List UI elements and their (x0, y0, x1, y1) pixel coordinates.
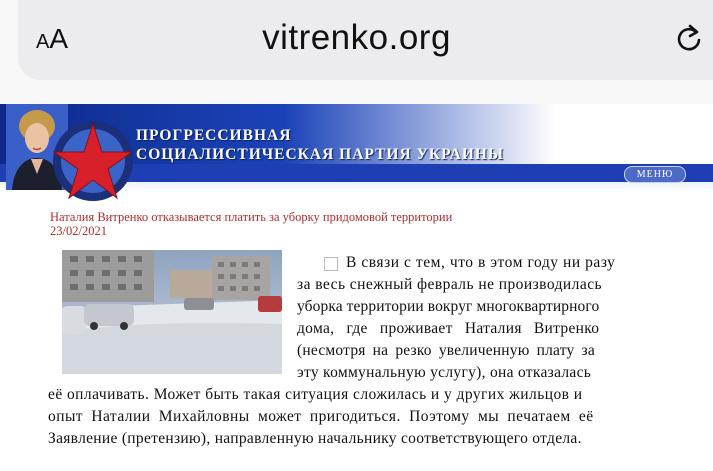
article-date: 23/02/2021 (50, 224, 107, 238)
browser-toolbar (0, 0, 713, 104)
article-text-line-1: В связи с тем, что в этом году ни разу (346, 254, 616, 271)
article-text-line-8: опыт Наталии Михайловны может пригодиться. Поэтому мы печатаем её (48, 408, 594, 425)
article-text-line-7: её оплачивать. Может быть такая ситуация сложилась и у других жильцов и (48, 386, 583, 403)
reload-icon[interactable] (672, 22, 706, 56)
inline-image-placeholder (324, 257, 338, 271)
party-name-line2: СОЦИАЛИСТИЧЕСКАЯ ПАРТИЯ УКРАИНЫ (136, 146, 505, 163)
party-name (136, 126, 504, 164)
article-text-line-6: эту коммунальную услугу), она отказалась (297, 364, 592, 381)
snowy-courtyard-photo[interactable] (62, 250, 282, 374)
party-name-line1: ПРОГРЕССИВНАЯ (136, 127, 292, 144)
url-text[interactable]: vitrenko.org (262, 18, 451, 57)
article-headline[interactable]: Наталия Витренко отказывается платить за уборку придомовой территории (50, 210, 453, 224)
article-text-line-2: за весь снежный февраль не производилась (297, 276, 603, 293)
article-text-line-4: дома, где проживает Наталия Витренко (297, 320, 600, 337)
menu-button[interactable]: МЕНЮ (624, 166, 686, 183)
article-text-line-9: Заявление (претензию), направленную начальнику соответствующего отдела. (48, 430, 582, 447)
article-text-line-3: уборка территории вокруг многоквартирного (297, 298, 600, 315)
article-text-line-5: (несмотря на резко увеличенную плату за (297, 342, 595, 359)
text-size-big-glyph: A (49, 23, 69, 54)
red-star-logo[interactable] (50, 118, 136, 204)
text-size-small-glyph: A (36, 31, 50, 53)
